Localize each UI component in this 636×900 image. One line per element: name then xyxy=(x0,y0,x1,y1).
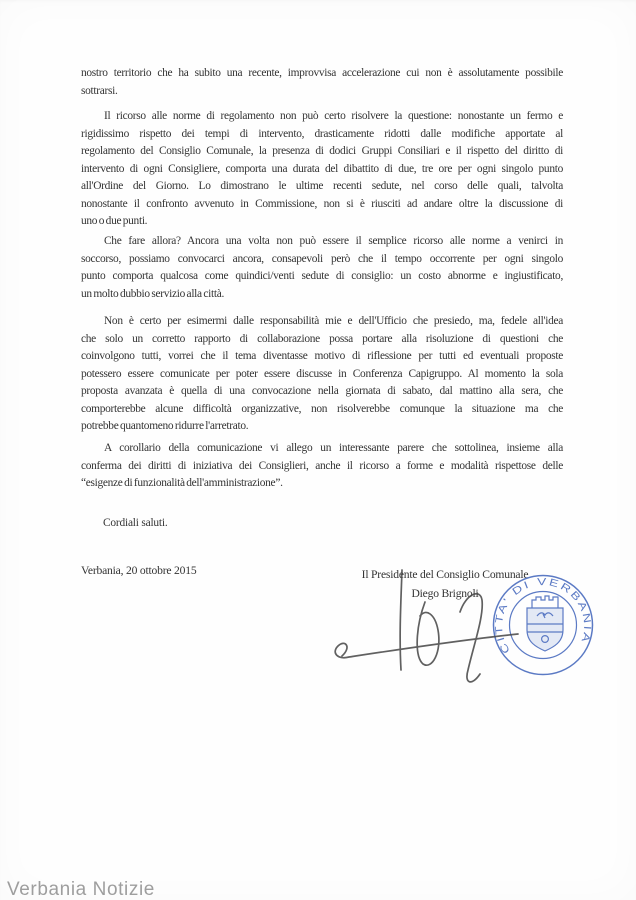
paragraph xyxy=(81,65,563,100)
text-line: “esigenze di funzionalità dell'amministrazione”. xyxy=(81,477,283,489)
signature-stroke xyxy=(400,570,402,670)
text-line: uno o due punti. xyxy=(81,215,148,227)
text-line: nonostante il confronto avvenuto in Commissione, non si è riusciti ad andare oltre la discussione di xyxy=(81,197,563,210)
signer-title: Il Presidente del Consiglio Comunale xyxy=(361,568,529,581)
letter-body xyxy=(81,0,563,900)
text-line: all'Ordine del Giorno. Lo dimostrano le ultime recenti sedute, nel corso delle quali, talvolta xyxy=(81,180,563,192)
paragraph xyxy=(81,440,563,493)
text-line: che solo un corretto rapporto di collaborazione possa portare alla risoluzione di questioni che xyxy=(81,332,563,345)
text-line: A corollario della comunicazione vi allego un interessante parere che sottolinea, insieme alla xyxy=(104,442,563,454)
signature-stroke xyxy=(335,634,518,658)
text-line: coinvolgono tutti, vorrei che il tema diventasse motivo di riflessione per tutti ed eventuali proposte xyxy=(81,350,563,362)
paragraph xyxy=(81,108,563,231)
text-line: conferma dei diritti di iniziativa dei Consiglieri, anche il ricorso a forme e modalità rispettose delle xyxy=(81,459,563,472)
text-line: potrebbe quantomeno ridurre l'arretrato. xyxy=(81,420,249,432)
text-line: regolamento del Consiglio Comunale, la presenza di dodici Gruppi Consiliari e il rispetto del diritto di xyxy=(81,145,563,157)
crown-icon xyxy=(532,596,558,608)
text-line: punto comporta qualcosa come quindici/venti sedute di consiglio: un costo abnorme e ingiustificato, xyxy=(81,270,563,282)
text-line: nostro territorio che ha subito una recente, improvvisa accelerazione cui non è assolutamente possibile xyxy=(81,67,563,79)
text-line: proposta avanzata è quella di una convocazione nella giornata di sabato, dal mattino alla sera, che xyxy=(81,385,563,397)
watermark: Verbania Notizie xyxy=(7,879,155,900)
text-line: Il ricorso alle norme di regolamento non può certo risolvere la questione: nonostante un fermo e xyxy=(104,110,563,122)
text-line: un molto dubbio servizio alla città. xyxy=(81,287,225,300)
signer-name: Diego Brignoli xyxy=(411,586,479,600)
text-line: potessero essere comunicate per poter essere discusse in Conferenza Capigruppo. Al momento la sola xyxy=(81,367,563,380)
text-line: comporterebbe alcune difficoltà organizzative, non risolverebbe comunque la situazione ma che xyxy=(81,402,563,415)
paragraph xyxy=(81,313,563,436)
text-line: Che fare allora? Ancora una volta non può essere il semplice ricorso alle norme a venirci in xyxy=(104,235,563,247)
text-line: Non è certo per esimermi dalle responsabilità mie e dell'Ufficio che presiedo, ma, fedele all'idea xyxy=(104,315,563,327)
closing-salutation: Cordiali saluti. xyxy=(103,517,168,529)
signature-stroke xyxy=(417,602,439,665)
signature-ink xyxy=(330,560,535,695)
paragraph xyxy=(81,233,563,303)
dateline: Verbania, 20 ottobre 2015 xyxy=(81,564,197,577)
stamp-text: CITTA' DI VERBANIA xyxy=(494,577,593,656)
text-line: sottrarsi. xyxy=(81,84,118,97)
text-line: soccorso, possiamo convocarci ancora, consapevoli però che il tempo occorrente per ogni singolo xyxy=(81,252,563,265)
text-line: intervento di ogni Consigliere, comporta una durata del dibattito di due, tre ore per ogni singolo punto xyxy=(81,162,563,175)
text-line: rigidissimo rispetto dei tempi di intervento, drasticamente ridotti dalle modifiche apportate al xyxy=(81,127,563,140)
